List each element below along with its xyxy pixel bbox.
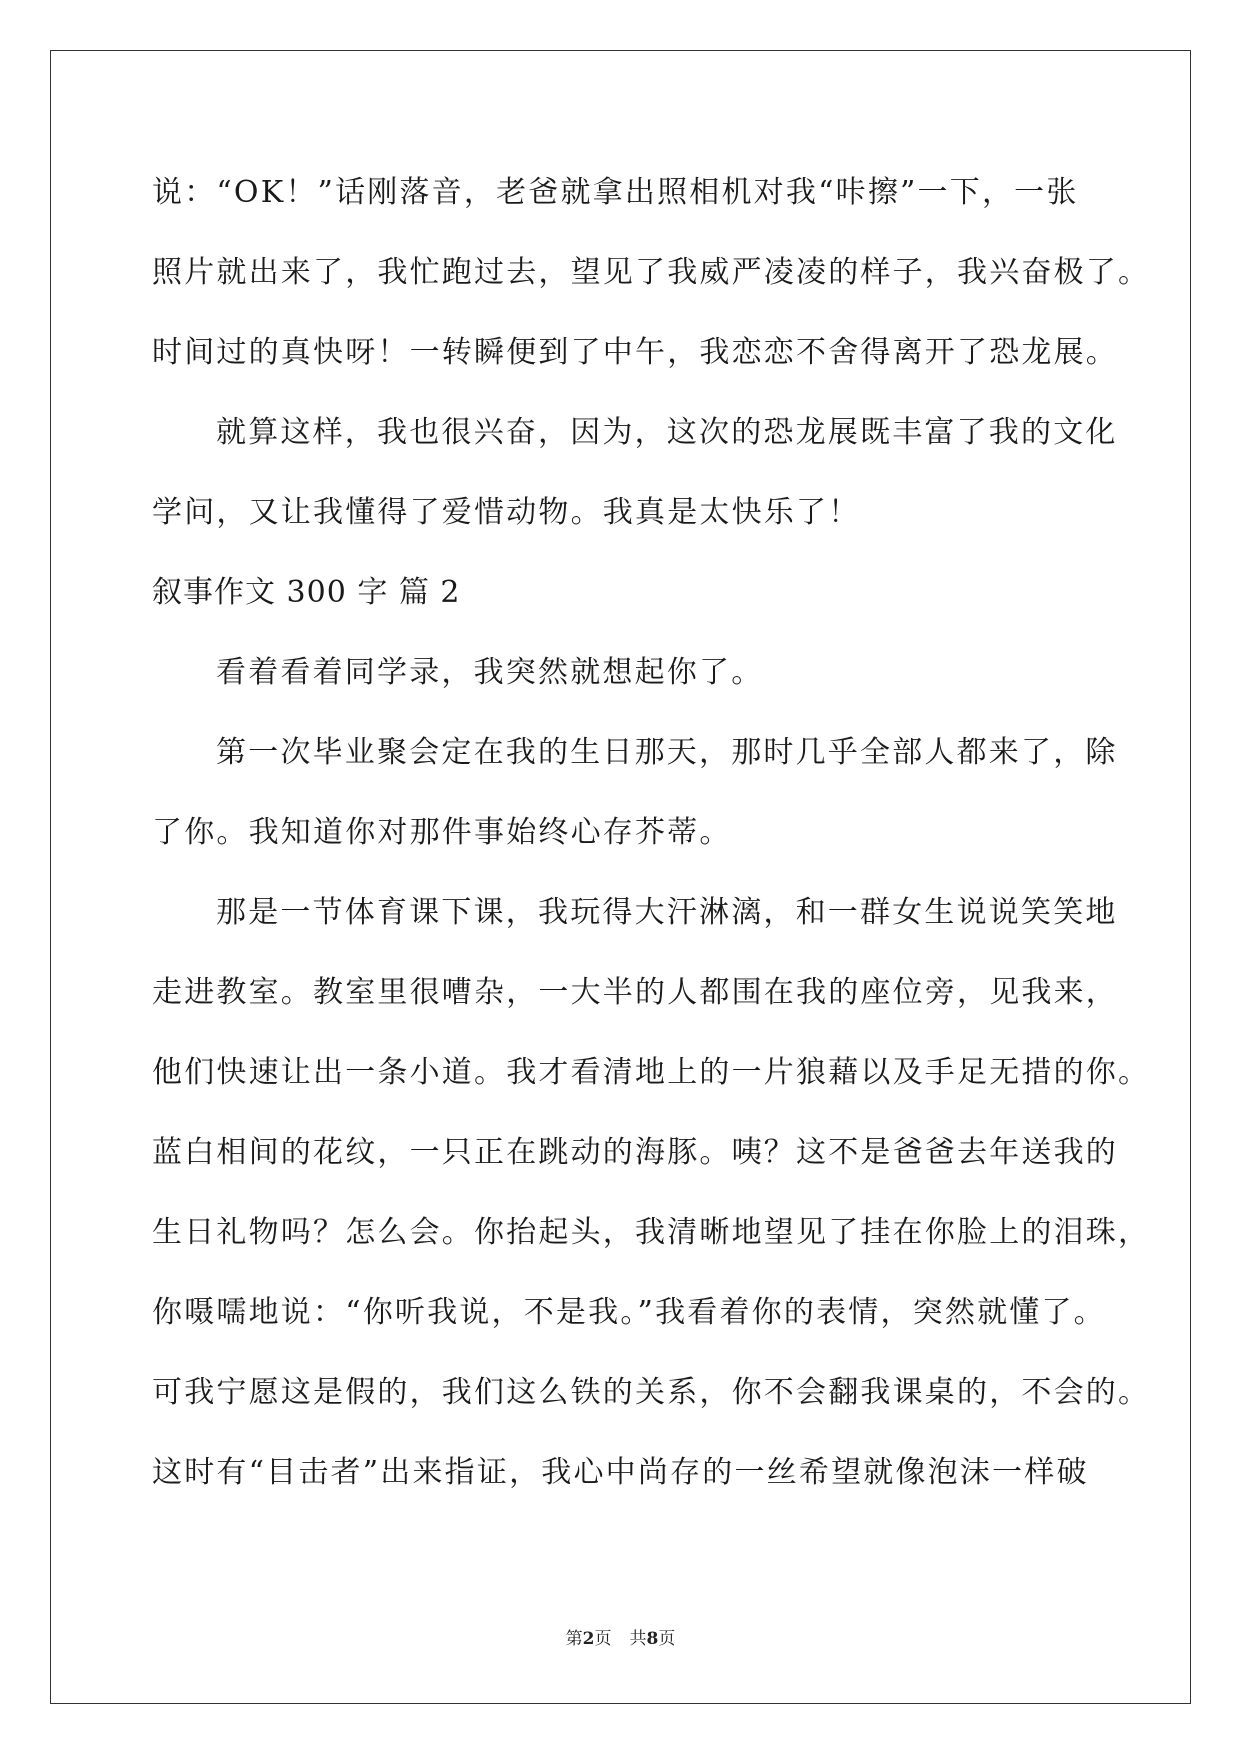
text-line: 时间过的真快呀！一转瞬便到了中午，我恋恋不舍得离开了恐龙展。 — [152, 335, 1118, 370]
text-line: 蓝白相间的花纹，一只正在跳动的海豚。咦？这不是爸爸去年送我的 — [152, 1135, 1118, 1170]
text-line: 生日礼物吗？怎么会。你抬起头，我清晰地望见了挂在你脸上的泪珠， — [152, 1215, 1151, 1250]
paragraph-start-line: 第一次毕业聚会定在我的生日那天，那时几乎全部人都来了，除 — [216, 735, 1118, 770]
text-line: 照片就出来了，我忙跑过去，望见了我威严凌凌的样子，我兴奋极了。 — [152, 255, 1151, 290]
text-line: 这时有“目击者”出来指证，我心中尚存的一丝希望就像泡沫一样破 — [152, 1455, 1089, 1490]
text-line: 走进教室。教室里很嘈杂，一大半的人都围在我的座位旁，见我来， — [152, 975, 1118, 1010]
section-heading: 叙事作文 300 字 篇 2 — [152, 575, 461, 610]
paragraph-start-line: 看着看着同学录，我突然就想起你了。 — [216, 655, 764, 690]
page-prefix: 第 — [565, 1629, 583, 1649]
document-body — [152, 162, 1151, 1522]
total-suffix: 页 — [658, 1629, 676, 1649]
paragraph-start-line: 那是一节体育课下课，我玩得大汗淋漓，和一群女生说说笑笑地 — [216, 895, 1118, 930]
page-suffix: 页 — [594, 1629, 612, 1649]
page-number: 2 — [582, 1629, 595, 1649]
total-pages: 8 — [646, 1629, 659, 1649]
text-line: 说：“OK！”话刚落音，老爸就拿出照相机对我“咔擦”一下，一张 — [152, 175, 1079, 210]
text-line: 学问，又让我懂得了爱惜动物。我真是太快乐了！ — [152, 495, 861, 530]
text-line: 你嗫嚅地说：“你听我说，不是我。”我看着你的表情，突然就懂了。 — [152, 1295, 1106, 1330]
page-footer — [0, 1624, 1241, 1649]
text-line: 他们快速让出一条小道。我才看清地上的一片狼藉以及手足无措的你。 — [152, 1055, 1151, 1090]
text-line: 了你。我知道你对那件事始终心存芥蒂。 — [152, 815, 732, 850]
total-prefix: 共 — [629, 1629, 647, 1649]
text-line: 可我宁愿这是假的，我们这么铁的关系，你不会翻我课桌的，不会的。 — [152, 1375, 1151, 1410]
paragraph-start-line: 就算这样，我也很兴奋，因为，这次的恐龙展既丰富了我的文化 — [216, 415, 1118, 450]
